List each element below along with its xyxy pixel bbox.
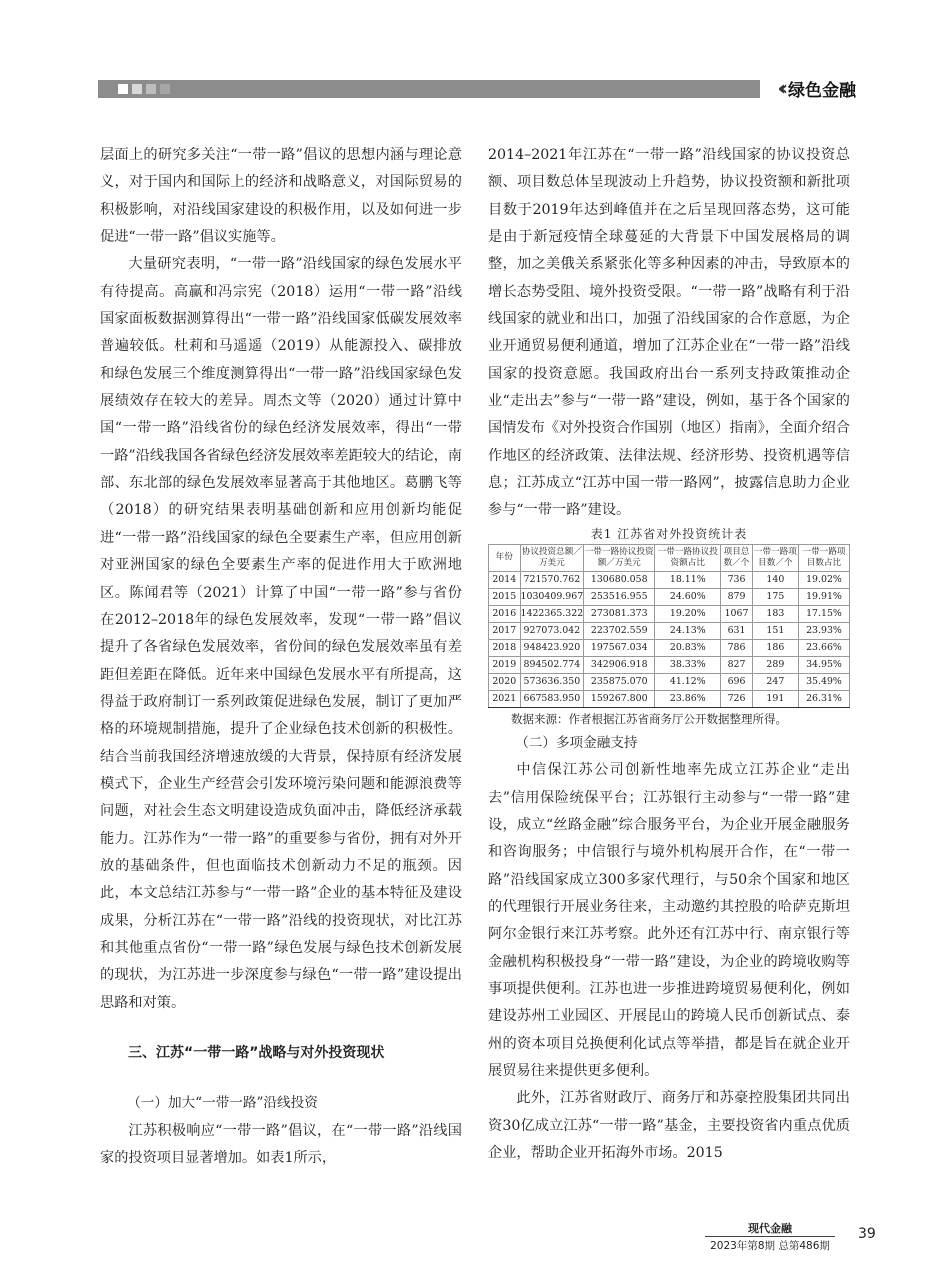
table-cell: 24.60% (655, 588, 721, 605)
header-square (160, 84, 170, 94)
table-cell: 191 (752, 690, 798, 707)
table-cell: 2018 (489, 639, 521, 656)
table-cell: 2015 (489, 588, 521, 605)
paragraph: 2014–2021年江苏在“一带一路”沿线国家的协议投资总额、项目数总体呈现波动上升趋势，协议投资额和新批项目数于2019年达到峰值并在之后呈现回落态势，这可能是由于新冠疫情全球蔓延的大背景下中国发展格局的调整，加之美俄关系紧张化等多种因素的冲击，导致原本的增长态势受阻、境外投资受限。“一带一路”战略有利于沿线国家的就业和出口，加强了沿线国家的合作意愿，为企业开通贸易便利通道，增加了江苏企业在“一带一路”沿线国家的投资意愿。我国政府出台一系列支持政策推动企业“走出去”参与“一带一路”建设，例如，基于各个国家的国情发布《对外投资合作国别（地区）指南》，全面介绍合作地区的经济政策、法律法规、经济形势、投资机遇等信息；江苏成立“江苏中国一带一路网”，披露信息助力企业参与“一带一路”建设。 (488, 147, 850, 519)
table-cell: 948423.920 (520, 639, 584, 656)
header-square (146, 84, 156, 94)
table-cell: 631 (721, 622, 753, 639)
table-cell: 19.91% (798, 588, 849, 605)
table-cell: 183 (752, 605, 798, 622)
table-header-cell: 项目总数／个 (721, 544, 753, 571)
paragraph: 中信保江苏公司创新性地率先成立江苏企业“走出去”信用保险统保平台；江苏银行主动参与“一带一路”建设，成立“丝路金融”综合服务平台，为企业开展金融服务和咨询服务；中信银行与境外机构展开合作，在“一带一路”沿线国家成立300多家代理行，与50余个国家和地区的代理银行开展业务往来，主动邀约其控股的哈萨克斯坦阿尔金银行来江苏考察。此外还有江苏中行、南京银行等金融机构积极投身“一带一路”建设，为企业的跨境收购等事项提供便利。江苏也进一步推进跨境贸易便利化，例如建设苏州工业园区、开展昆山的跨境人民币创新试点、泰州的资本项目兑换便利化试点等举措，都是旨在就企业开展贸易往来提供更多便利。 (488, 762, 850, 1079)
table-header-cell: 一带一路项目数占比 (798, 544, 849, 571)
table-cell: 247 (752, 673, 798, 690)
footer-issue: 2023年第8期 总第486期 (710, 1240, 830, 1252)
section-title: 绿色金融 (788, 80, 856, 101)
table-row (489, 605, 850, 622)
table-cell: 726 (721, 690, 753, 707)
table-cell: 175 (752, 588, 798, 605)
subsection-heading: （一）加大“一带一路”沿线投资 (127, 1095, 318, 1112)
table-cell: 342906.918 (584, 656, 655, 673)
header-bar (98, 80, 853, 98)
table-cell: 273081.373 (584, 605, 655, 622)
table-cell: 721570.762 (520, 571, 584, 588)
table-cell: 23.93% (798, 622, 849, 639)
table-cell: 159267.800 (584, 690, 655, 707)
table-cell: 24.13% (655, 622, 721, 639)
paragraph: 层面上的研究多关注“一带一路”倡议的思想内涵与理论意义，对于国内和国际上的经济和战略意义，对国际贸易的积极影响，对沿线国家建设的积极作用，以及如何进一步促进“一带一路”倡议实施等。 (100, 147, 462, 246)
paragraph: 江苏积极响应“一带一路”倡议，在“一带一路”沿线国家的投资项目显著增加。如表1所示， (100, 1122, 462, 1167)
section-heading: 三、江苏“一带一路”战略与对外投资现状 (128, 1045, 385, 1061)
section-tab (760, 74, 856, 102)
table-cell: 1067 (721, 605, 753, 622)
table-cell: 41.12% (655, 673, 721, 690)
table-cell: 26.31% (798, 690, 849, 707)
paragraph: 大量研究表明，“一带一路”沿线国家的绿色发展水平有待提高。高赢和冯宗宪（2018）运用“一带一路”沿线国家面板数据测算得出“一带一路”沿线国家低碳发展效率普遍较低。杜莉和马遥遥（2019）从能源投入、碳排放和绿色发展三个维度测算得出“一带一路”沿线国家绿色发展绩效存在较大的差异。周杰文等（2020）通过计算中国“一带一路”沿线省份的绿色经济发展效率，得出“一带一路”沿线我国各省绿色经济发展效率差距较大的结论，南部、东北部的绿色发展效率显著高于其他地区。葛鹏飞等（2018）的研究结果表明基础创新和应用创新均能促进“一带一路”沿线国家的绿色全要素生产率，但应用创新对亚洲国家的绿色全要素生产率的促进作用大于欧洲地区。陈闻君等（2021）计算了中国“一带一路”参与省份在2012–2018年的绿色发展效率，发现“一带一路”倡议提升了各省绿色发展效率，省份间的绿色发展效率虽有差距但差距在降低。近年来中国绿色发展水平有所提高，这得益于政府制订一系列政策促进绿色发展，制订了更加严格的环境规制措施，提升了企业绿色技术创新的积极性。结合当前我国经济增速放缓的大背景，保持原有经济发展模式下，企业生产经营会引发环境污染问题和能源浪费等问题，对社会生态文明建设造成负面冲击，降低经济承载能力。江苏作为“一带一路”的重要参与省份，拥有对外开放的基础条件，但也面临技术创新动力不足的瓶颈。因此，本文总结江苏参与“一带一路”企业的基本特征及建设成果，分析江苏在“一带一路”沿线的投资现状，对比江苏和其他重点省份“一带一路”绿色发展与绿色技术创新发展的现状，为江苏进一步深度参与绿色“一带一路”建设提出思路和对策。 (100, 256, 462, 1011)
table-cell: 140 (752, 571, 798, 588)
table-cell: 2014 (489, 571, 521, 588)
table-header-cell: 一带一路项目数／个 (752, 544, 798, 571)
table-cell: 289 (752, 656, 798, 673)
table-cell: 1030409.967 (520, 588, 584, 605)
table-cell: 2017 (489, 622, 521, 639)
double-chevron-left-icon: ‹‹ (777, 76, 782, 100)
table-cell: 130680.058 (584, 571, 655, 588)
table-header-cell: 一带一路协议投资额／万美元 (584, 544, 655, 571)
table-row (489, 622, 850, 639)
table-cell: 235875.070 (584, 673, 655, 690)
investment-table (488, 544, 850, 708)
table-header-cell: 协议投资总额／万美元 (520, 544, 584, 571)
table-cell: 151 (752, 622, 798, 639)
table-cell: 2016 (489, 605, 521, 622)
table-row (489, 690, 850, 707)
table-header-cell: 一带一路协议投资额占比 (655, 544, 721, 571)
table-cell: 894502.774 (520, 656, 584, 673)
table-cell: 35.49% (798, 673, 849, 690)
table-cell: 736 (721, 571, 753, 588)
table-cell: 573636.350 (520, 673, 584, 690)
table-cell: 827 (721, 656, 753, 673)
table-cell: 1422365.322 (520, 605, 584, 622)
table-cell: 223702.559 (584, 622, 655, 639)
table-cell: 927073.042 (520, 622, 584, 639)
table-source-note: 数据来源：作者根据江苏省商务厅公开数据整理所得。 (511, 711, 787, 726)
paragraph: 此外，江苏省财政厅、商务厅和苏豪控股集团共同出资30亿成立江苏“一带一路”基金，主要投资省内重点优质企业，帮助企业开拓海外市场。2015 (488, 1090, 850, 1161)
table-cell: 696 (721, 673, 753, 690)
table-cell: 253516.955 (584, 588, 655, 605)
table-row (489, 673, 850, 690)
left-column (100, 142, 462, 1172)
table-cell: 786 (721, 639, 753, 656)
table-cell: 17.15% (798, 605, 849, 622)
table-cell: 186 (752, 639, 798, 656)
table-cell: 667583.950 (520, 690, 584, 707)
table-row (489, 588, 850, 605)
table-row (489, 656, 850, 673)
table-cell: 19.02% (798, 571, 849, 588)
subsection-heading: （二）多项金融支持 (515, 734, 638, 751)
table-caption: 表1 江苏省对外投资统计表 (590, 526, 748, 541)
table-header-row (489, 544, 850, 571)
table-cell: 23.66% (798, 639, 849, 656)
table-cell: 38.33% (655, 656, 721, 673)
table-row (489, 639, 850, 656)
header-square (132, 84, 142, 94)
footer-magazine-name: 现代金融 (705, 1222, 835, 1237)
table-cell: 2019 (489, 656, 521, 673)
table-cell: 197567.034 (584, 639, 655, 656)
header-square (118, 84, 128, 94)
table-header-cell: 年份 (489, 544, 521, 571)
table-cell: 2021 (489, 690, 521, 707)
table-cell: 34.95% (798, 656, 849, 673)
table-row (489, 571, 850, 588)
table-cell: 2020 (489, 673, 521, 690)
table-cell: 19.20% (655, 605, 721, 622)
table-cell: 23.86% (655, 690, 721, 707)
right-column (488, 142, 850, 1167)
table-cell: 18.11% (655, 571, 721, 588)
table-cell: 20.83% (655, 639, 721, 656)
page-number: 39 (858, 1226, 876, 1242)
table-cell: 879 (721, 588, 753, 605)
